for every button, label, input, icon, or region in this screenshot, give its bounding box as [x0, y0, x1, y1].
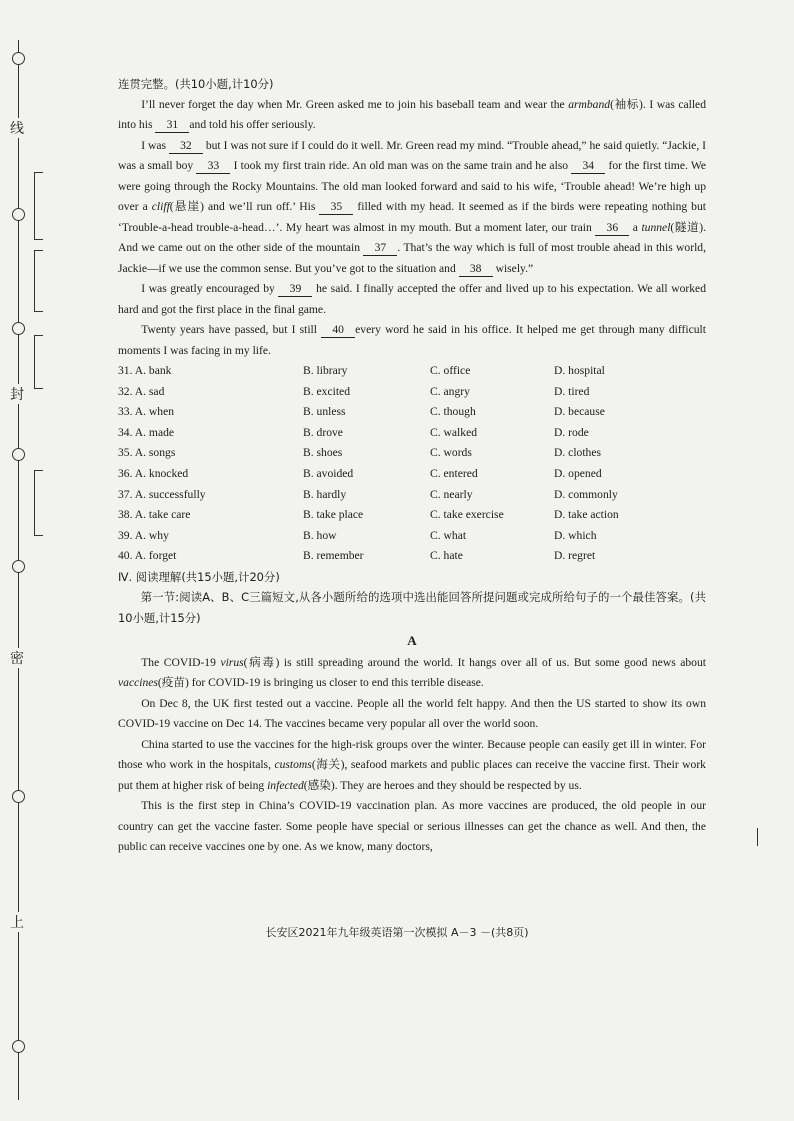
option-cell: D. rode	[554, 425, 589, 439]
cloze-blank: 36	[595, 220, 629, 236]
option-cell: 38. A. take care	[118, 508, 191, 522]
cloze-paragraph: I was greatly encouraged by 39 he said. I finally accepted the offer and lived up to his expectation. We all worked hard and got the first place in the final game.	[118, 282, 706, 316]
option-cell: D. opened	[554, 466, 602, 480]
exam-page	[118, 74, 706, 858]
cloze-passage	[118, 95, 706, 362]
option-cell: D. which	[554, 528, 597, 542]
option-cell: C. words	[430, 446, 472, 460]
option-cell: D. hospital	[554, 364, 605, 377]
cloze-blank: 32	[169, 138, 203, 154]
cloze-blank: 40	[321, 322, 355, 338]
cloze-blank: 38	[459, 261, 493, 277]
cloze-blank: 34	[571, 158, 605, 174]
option-cell: 35. A. songs	[118, 446, 176, 460]
glossed-word: virus	[220, 655, 244, 669]
binding-hole	[12, 322, 25, 335]
binding-char-shang: 上	[10, 912, 24, 932]
option-cell: B. unless	[303, 405, 346, 419]
option-row	[118, 464, 706, 485]
option-cell: 31. A. bank	[118, 364, 172, 377]
option-cell: C. what	[430, 528, 467, 542]
option-cell: 36. A. knocked	[118, 466, 189, 480]
cloze-blank: 33	[196, 158, 230, 174]
cloze-paragraph: I was 32 but I was not sure if I could do it well. Mr. Green read my mind. “Trouble ahead,” he said quietly. “Jackie, I was a small boy 33 I took my first train ride. An old man was on the same train and he also 34 for the first time. We were going through the Rocky Mountains. The old man looked forward and said to his wife, ‘Trouble ahead! We’re high up over a cliff(悬崖) and we’ll run off.’ His 35 filled with my head. It seemed as if the birds were repeating nothing but ‘Trouble-a-head trouble-a-head…’. My heart was almost in my mouth. But a moment later, our train 36 a tunnel(隧道). And we came out on the other side of the mountain 37 . That’s the way which is full of most trouble ahead in this world, Jackie—if we use the common sense. But you’ve got to the situation and 38 wisely.”	[118, 138, 707, 275]
option-cell: C. angry	[430, 384, 470, 398]
reading-heading: Ⅳ. 阅读理解(共15小题,计20分)	[118, 569, 280, 584]
option-cell: C. office	[430, 364, 471, 377]
option-cell: 33. A. when	[118, 405, 175, 419]
option-cell: D. regret	[554, 549, 596, 563]
binding-field-box	[34, 250, 43, 312]
option-cell: B. library	[303, 364, 348, 377]
cloze-blank: 37	[363, 240, 397, 256]
section-intro: 连贯完整。(共10小题,计10分)	[118, 77, 274, 91]
cloze-paragraph: Twenty years have passed, but I still 40 every word he said in his office. It helped me get through many difficult moments I was facing in my life.	[118, 323, 706, 357]
option-cell: C. take exercise	[430, 508, 504, 522]
option-cell: D. because	[554, 405, 605, 419]
margin-mark	[757, 828, 758, 846]
option-cell: 32. A. sad	[118, 384, 165, 398]
binding-hole	[12, 560, 25, 573]
option-cell: 39. A. why	[118, 528, 169, 542]
option-cell: B. avoided	[303, 466, 354, 480]
binding-char-mi: 密	[10, 648, 24, 668]
cloze-blank: 39	[278, 281, 312, 297]
glossed-word: customs	[274, 758, 312, 772]
binding-char-xian: 线	[10, 118, 24, 138]
option-cell: B. take place	[303, 508, 364, 522]
option-row	[118, 361, 706, 382]
passage-paragraph: China started to use the vaccines for the high-risk groups over the winter. Because people can easily get ill in winter. For those who work in the hospitals, customs(海关), seafood markets and public places can receive the vaccine first. Their work put them at higher risk of being infected(感染). They are heroes and they should be respected by us.	[118, 737, 706, 792]
option-row	[118, 526, 706, 547]
option-cell: 40. A. forget	[118, 549, 177, 563]
glossed-word: tunnel	[641, 220, 671, 234]
glossed-word: armband	[568, 97, 611, 111]
option-cell: D. commonly	[554, 487, 618, 501]
binding-field-box	[34, 335, 43, 389]
option-row	[118, 485, 706, 506]
option-row	[118, 443, 706, 464]
glossed-word: vaccines	[118, 676, 158, 690]
option-cell: B. hardly	[303, 487, 347, 501]
option-cell: D. tired	[554, 384, 590, 398]
passage-paragraph: On Dec 8, the UK first tested out a vaccine. People all the world felt happy. And then the US started to show its own COVID-19 vaccine on Dec 14. The vaccines became very popular all over the world soon.	[118, 696, 706, 731]
option-cell: 37. A. successfully	[118, 487, 206, 501]
binding-hole	[12, 52, 25, 65]
reading-instruction: 第一节:阅读A、B、C三篇短文,从各小题所给的选项中选出能回答所提问题或完成所给句子的一个最佳答案。(共10小题,计15分)	[118, 590, 706, 625]
passage-paragraph: The COVID-19 virus(病毒) is still spreading around the world. It hangs over all of us. But some good news about vaccines(疫苗) for COVID-19 is bringing us closer to end this terrible disease.	[118, 655, 706, 690]
cloze-paragraph: I’ll never forget the day when Mr. Green asked me to join his baseball team and wear the armband(袖标). I was called into his 31 and told his offer seriously.	[118, 97, 706, 131]
option-cell: B. excited	[303, 384, 351, 398]
option-cell: B. how	[303, 528, 337, 542]
glossed-word: infected	[267, 778, 304, 792]
option-row	[118, 382, 706, 403]
option-cell: D. take action	[554, 508, 619, 522]
binding-margin	[0, 0, 44, 1121]
option-cell: C. hate	[430, 549, 463, 563]
binding-hole	[12, 208, 25, 221]
option-cell: C. nearly	[430, 487, 473, 501]
option-row	[118, 402, 706, 423]
option-cell: D. clothes	[554, 446, 602, 460]
glossed-word: cliff	[151, 200, 170, 213]
binding-hole	[12, 448, 25, 461]
cloze-blank: 35	[319, 199, 353, 215]
option-row	[118, 423, 706, 444]
option-cell: B. shoes	[303, 446, 343, 460]
passage-paragraph: This is the first step in China’s COVID-19 vaccination plan. As more vaccines are produced, the old people in our country can get the vaccine faster. Some people have special or serious illnesses can get the chance as well. And then, the public can receive vaccines one by one. As we know, many doctors,	[118, 799, 706, 854]
reading-passage	[118, 653, 706, 858]
option-cell: B. drove	[303, 425, 343, 439]
option-cell: C. walked	[430, 425, 478, 439]
binding-hole	[12, 790, 25, 803]
option-row	[118, 546, 706, 567]
binding-field-box	[34, 172, 43, 240]
option-cell: B. remember	[303, 549, 364, 563]
page-footer: 长安区2021年九年级英语第一次模拟 A－3 －(共8页)	[265, 926, 529, 939]
option-cell: C. entered	[430, 466, 478, 480]
cloze-blank: 31	[155, 117, 189, 133]
option-cell: 34. A. made	[118, 425, 175, 439]
option-row	[118, 505, 706, 526]
options-table	[118, 361, 706, 567]
option-cell: C. though	[430, 405, 476, 419]
binding-field-box	[34, 470, 43, 536]
passage-title: A	[407, 633, 417, 649]
binding-hole	[12, 1040, 25, 1053]
binding-char-feng: 封	[10, 384, 24, 404]
